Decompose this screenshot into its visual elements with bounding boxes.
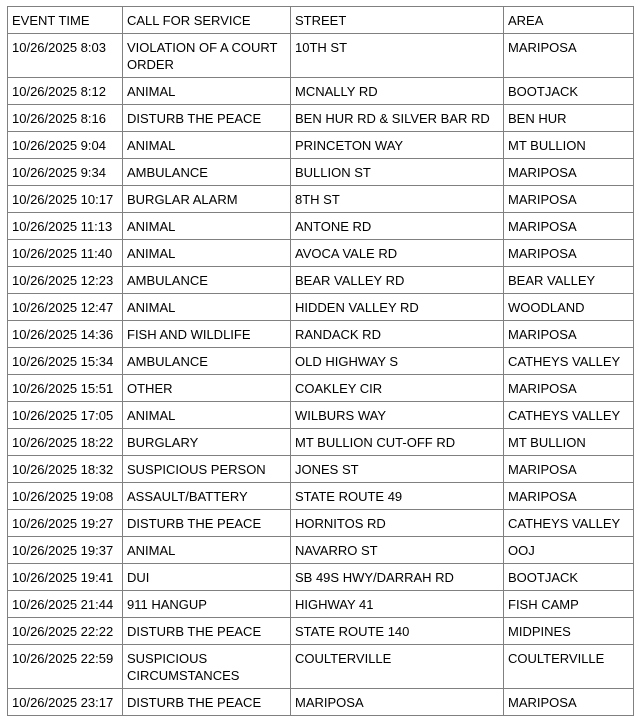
cell-street: PRINCETON WAY	[291, 132, 504, 159]
cell-event-time: 10/26/2025 17:05	[8, 402, 123, 429]
table-row	[8, 213, 634, 240]
cell-call-for-service: AMBULANCE	[123, 159, 291, 186]
cell-call-for-service: OTHER	[123, 375, 291, 402]
cell-call-for-service: FISH AND WILDLIFE	[123, 321, 291, 348]
cell-call-for-service: ANIMAL	[123, 132, 291, 159]
cell-area: FISH CAMP	[504, 591, 634, 618]
cell-event-time: 10/26/2025 23:17	[8, 689, 123, 716]
cell-area: MARIPOSA	[504, 375, 634, 402]
cell-street: HIGHWAY 41	[291, 591, 504, 618]
table-row	[8, 105, 634, 132]
cell-area: BEAR VALLEY	[504, 267, 634, 294]
table-row	[8, 267, 634, 294]
cell-street: BEN HUR RD & SILVER BAR RD	[291, 105, 504, 132]
cell-call-for-service: BURGLARY	[123, 429, 291, 456]
table-row	[8, 429, 634, 456]
cell-street: MARIPOSA	[291, 689, 504, 716]
col-header-call-for-service: CALL FOR SERVICE	[123, 7, 291, 34]
table-row	[8, 78, 634, 105]
cell-area: MARIPOSA	[504, 456, 634, 483]
cell-street: HORNITOS RD	[291, 510, 504, 537]
cell-event-time: 10/26/2025 18:22	[8, 429, 123, 456]
cell-event-time: 10/26/2025 9:04	[8, 132, 123, 159]
cell-event-time: 10/26/2025 11:13	[8, 213, 123, 240]
cell-event-time: 10/26/2025 12:23	[8, 267, 123, 294]
cell-event-time: 10/26/2025 9:34	[8, 159, 123, 186]
cell-area: CATHEYS VALLEY	[504, 402, 634, 429]
cell-call-for-service: SUSPICIOUS PERSON	[123, 456, 291, 483]
table-row	[8, 564, 634, 591]
cell-area: BOOTJACK	[504, 564, 634, 591]
col-header-area: AREA	[504, 7, 634, 34]
cell-area: MT BULLION	[504, 429, 634, 456]
table-row	[8, 321, 634, 348]
cell-area: MARIPOSA	[504, 159, 634, 186]
cell-event-time: 10/26/2025 22:59	[8, 645, 123, 689]
cell-area: MARIPOSA	[504, 240, 634, 267]
table-row	[8, 186, 634, 213]
cell-street: JONES ST	[291, 456, 504, 483]
table-row	[8, 689, 634, 716]
call-log-table-body	[8, 34, 634, 716]
cell-street: RANDACK RD	[291, 321, 504, 348]
cell-call-for-service: DISTURB THE PEACE	[123, 105, 291, 132]
cell-street: BEAR VALLEY RD	[291, 267, 504, 294]
cell-event-time: 10/26/2025 18:32	[8, 456, 123, 483]
table-row	[8, 456, 634, 483]
cell-call-for-service: ASSAULT/BATTERY	[123, 483, 291, 510]
table-row	[8, 240, 634, 267]
cell-event-time: 10/26/2025 19:37	[8, 537, 123, 564]
table-row	[8, 510, 634, 537]
table-row	[8, 618, 634, 645]
cell-street: COAKLEY CIR	[291, 375, 504, 402]
cell-event-time: 10/26/2025 22:22	[8, 618, 123, 645]
cell-street: HIDDEN VALLEY RD	[291, 294, 504, 321]
cell-event-time: 10/26/2025 11:40	[8, 240, 123, 267]
cell-area: COULTERVILLE	[504, 645, 634, 689]
table-row	[8, 294, 634, 321]
cell-area: CATHEYS VALLEY	[504, 348, 634, 375]
cell-call-for-service: ANIMAL	[123, 240, 291, 267]
cell-call-for-service: AMBULANCE	[123, 348, 291, 375]
cell-street: ANTONE RD	[291, 213, 504, 240]
table-row	[8, 34, 634, 78]
cell-event-time: 10/26/2025 8:03	[8, 34, 123, 78]
cell-event-time: 10/26/2025 19:41	[8, 564, 123, 591]
table-row	[8, 348, 634, 375]
cell-call-for-service: ANIMAL	[123, 402, 291, 429]
col-header-street: STREET	[291, 7, 504, 34]
table-row	[8, 159, 634, 186]
cell-street: SB 49S HWY/DARRAH RD	[291, 564, 504, 591]
cell-area: BEN HUR	[504, 105, 634, 132]
cell-call-for-service: DISTURB THE PEACE	[123, 510, 291, 537]
cell-street: 10TH ST	[291, 34, 504, 78]
cell-street: MT BULLION CUT-OFF RD	[291, 429, 504, 456]
cell-event-time: 10/26/2025 15:34	[8, 348, 123, 375]
table-row	[8, 483, 634, 510]
cell-event-time: 10/26/2025 19:08	[8, 483, 123, 510]
cell-event-time: 10/26/2025 21:44	[8, 591, 123, 618]
cell-call-for-service: ANIMAL	[123, 78, 291, 105]
cell-area: CATHEYS VALLEY	[504, 510, 634, 537]
cell-area: BOOTJACK	[504, 78, 634, 105]
cell-call-for-service: SUSPICIOUS CIRCUMSTANCES	[123, 645, 291, 689]
cell-call-for-service: ANIMAL	[123, 537, 291, 564]
cell-area: MARIPOSA	[504, 186, 634, 213]
cell-area: MARIPOSA	[504, 34, 634, 78]
cell-event-time: 10/26/2025 14:36	[8, 321, 123, 348]
cell-area: WOODLAND	[504, 294, 634, 321]
cell-street: OLD HIGHWAY S	[291, 348, 504, 375]
cell-street: STATE ROUTE 140	[291, 618, 504, 645]
call-log-table	[7, 6, 634, 716]
cell-call-for-service: ANIMAL	[123, 294, 291, 321]
cell-street: WILBURS WAY	[291, 402, 504, 429]
cell-street: 8TH ST	[291, 186, 504, 213]
table-row	[8, 402, 634, 429]
cell-event-time: 10/26/2025 15:51	[8, 375, 123, 402]
cell-area: MARIPOSA	[504, 689, 634, 716]
cell-event-time: 10/26/2025 19:27	[8, 510, 123, 537]
cell-event-time: 10/26/2025 8:12	[8, 78, 123, 105]
cell-street: AVOCA VALE RD	[291, 240, 504, 267]
table-row	[8, 375, 634, 402]
cell-street: STATE ROUTE 49	[291, 483, 504, 510]
table-row	[8, 645, 634, 689]
cell-street: BULLION ST	[291, 159, 504, 186]
cell-event-time: 10/26/2025 10:17	[8, 186, 123, 213]
cell-call-for-service: BURGLAR ALARM	[123, 186, 291, 213]
cell-call-for-service: ANIMAL	[123, 213, 291, 240]
table-row	[8, 132, 634, 159]
cell-call-for-service: AMBULANCE	[123, 267, 291, 294]
cell-street: MCNALLY RD	[291, 78, 504, 105]
cell-call-for-service: DISTURB THE PEACE	[123, 689, 291, 716]
cell-event-time: 10/26/2025 8:16	[8, 105, 123, 132]
cell-area: MT BULLION	[504, 132, 634, 159]
cell-area: MARIPOSA	[504, 321, 634, 348]
cell-street: COULTERVILLE	[291, 645, 504, 689]
cell-call-for-service: DISTURB THE PEACE	[123, 618, 291, 645]
cell-street: NAVARRO ST	[291, 537, 504, 564]
cell-call-for-service: 911 HANGUP	[123, 591, 291, 618]
cell-area: MIDPINES	[504, 618, 634, 645]
cell-area: OOJ	[504, 537, 634, 564]
col-header-event-time: EVENT TIME	[8, 7, 123, 34]
cell-area: MARIPOSA	[504, 483, 634, 510]
table-row	[8, 537, 634, 564]
header-row	[8, 7, 634, 34]
cell-call-for-service: DUI	[123, 564, 291, 591]
table-row	[8, 591, 634, 618]
cell-event-time: 10/26/2025 12:47	[8, 294, 123, 321]
cell-call-for-service: VIOLATION OF A COURT ORDER	[123, 34, 291, 78]
cell-area: MARIPOSA	[504, 213, 634, 240]
